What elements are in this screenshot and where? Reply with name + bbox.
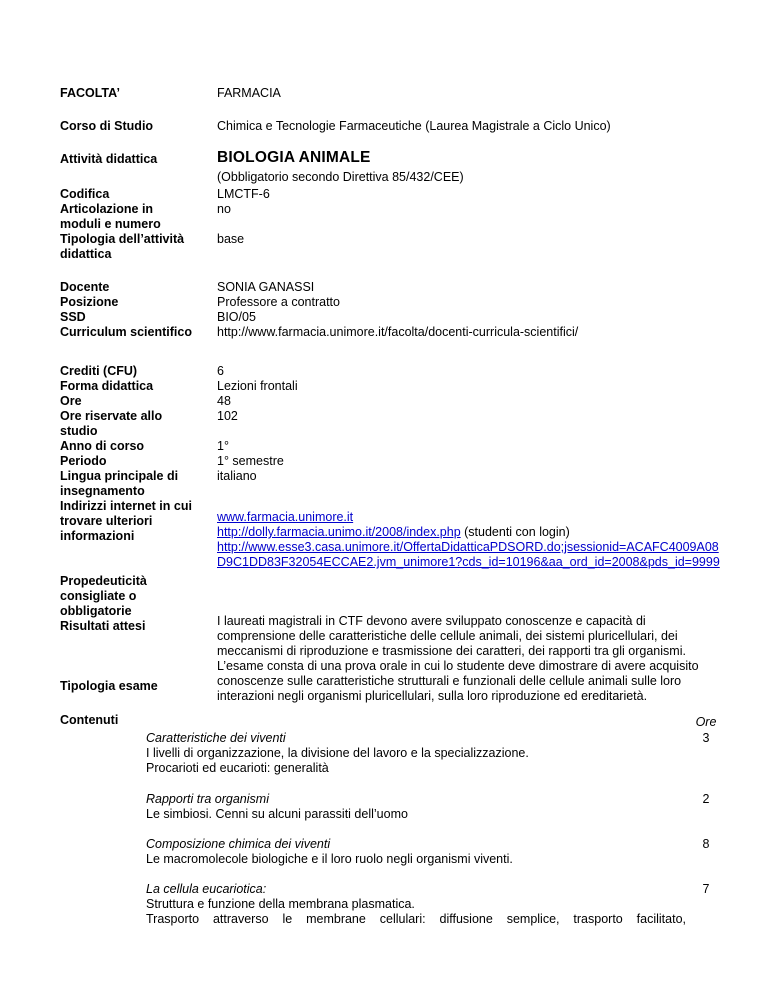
label-spacer-2 <box>60 559 210 574</box>
topic-hours: 8 <box>702 837 710 851</box>
block1-labels <box>60 187 184 262</box>
block2-labels <box>60 280 192 340</box>
topic-1 <box>146 731 686 776</box>
value-codifica: LMCTF-6 <box>217 187 270 201</box>
label-ore-riservate-1: Ore riservate allo <box>60 409 163 423</box>
block2-values <box>217 280 578 340</box>
topic-line: Procarioti ed eucarioti: generalità <box>146 761 329 775</box>
label-corso: Corso di Studio <box>60 119 154 133</box>
topic-line: I livelli di organizzazione, la divisione del lavoro e la specializzazione. <box>146 746 529 760</box>
label-lingua-2: insegnamento <box>60 484 145 498</box>
value-corso: Chimica e Tecnologie Farmaceutiche (Laurea Magistrale a Ciclo Unico) <box>217 119 611 133</box>
label-codifica: Codifica <box>60 187 110 201</box>
value-posizione: Professore a contratto <box>217 295 340 309</box>
topic-2 <box>146 792 686 822</box>
label-propedeuticita-1: Propedeuticità <box>60 574 147 588</box>
label-spacer-3 <box>60 634 210 649</box>
topic-line: Trasporto attraverso le membrane cellulari: diffusione semplice, trasporto facilitato, <box>146 912 686 926</box>
topic-line: Le simbiosi. Cenni su alcuni parassiti dell’uomo <box>146 807 408 821</box>
value-periodo: 1° semestre <box>217 454 284 468</box>
value-ore: 48 <box>217 394 231 408</box>
value-lingua: italiano <box>217 469 257 483</box>
value-ore-riservate: 102 <box>217 409 238 423</box>
label-articolazione-2: moduli e numero <box>60 217 161 231</box>
value-curriculum: http://www.farmacia.unimore.it/facolta/docenti-curricula-scientifici/ <box>217 325 579 339</box>
topic-title: Rapporti tra organismi <box>146 792 269 806</box>
label-indirizzi-2: trovare ulteriori <box>60 514 153 528</box>
risultati-paragraph: I laureati magistrali in CTF devono avere sviluppato conoscenze e capacità di comprensione delle caratteristiche delle cellule animali, dei sistemi pluricellulari, dei meccanismi di riproduzione e trasmissione dei caratteri, dei rapporti tra gli organismi. <box>217 614 686 658</box>
label-anno: Anno di corso <box>60 439 145 453</box>
label-spacer-1 <box>60 544 210 559</box>
value-anno: 1° <box>217 439 229 453</box>
value-crediti: 6 <box>217 364 224 378</box>
block1-values <box>217 187 270 247</box>
label-propedeuticita-2: consigliate o <box>60 589 137 603</box>
value-forma: Lezioni frontali <box>217 379 298 393</box>
label-indirizzi-3: informazioni <box>60 529 135 543</box>
topic-hours: 2 <box>702 792 710 806</box>
topic-line: Struttura e funzione della membrana plasmatica. <box>146 897 415 911</box>
label-spacer-5 <box>60 664 210 679</box>
label-periodo: Periodo <box>60 454 107 468</box>
label-tipologia-1: Tipologia dell’attività <box>60 232 185 246</box>
label-curriculum: Curriculum scientifico <box>60 325 192 339</box>
label-risultati: Risultati attesi <box>60 619 146 633</box>
value-spacer-b3 <box>217 424 298 439</box>
label-tipologia-2: didattica <box>60 247 112 261</box>
link-farmacia[interactable]: www.farmacia.unimore.it <box>217 510 354 524</box>
link-esse3-line1[interactable]: http://www.esse3.casa.unimore.it/OffertaDidatticaPDSORD.do;jsessionid=ACAFC4009A08 <box>217 540 719 554</box>
block3-labels <box>60 364 210 694</box>
label-forma: Forma didattica <box>60 379 154 393</box>
label-docente: Docente <box>60 280 110 294</box>
course-title: BIOLOGIA ANIMALE <box>217 149 371 166</box>
label-articolazione-1: Articolazione in <box>60 202 154 216</box>
links-block <box>217 510 720 570</box>
course-note: (Obbligatorio secondo Direttiva 85/432/CEE) <box>217 170 464 184</box>
topic-title: Caratteristiche dei viventi <box>146 731 286 745</box>
label-lingua-1: Lingua principale di <box>60 469 179 483</box>
label-ore-riservate-2: studio <box>60 424 98 438</box>
block3-values <box>217 364 298 484</box>
topic-title: La cellula eucariotica: <box>146 882 267 896</box>
label-spacer-4 <box>60 649 210 664</box>
value-docente: SONIA GANASSI <box>217 280 315 294</box>
label-attivita: Attività didattica <box>60 152 158 166</box>
link-dolly[interactable]: http://dolly.farmacia.unimo.it/2008/index.php <box>217 525 461 539</box>
esame-paragraph: L’esame consta di una prova orale in cui lo studente deve dimostrare di avere acquisito conoscenze sulle caratteristiche strutturali e funzionali delle cellule animali sulle loro interazioni negli organismi pluricellulari, sulla loro riproduzione ed ereditarietà. <box>217 659 699 703</box>
topic-4 <box>146 882 686 927</box>
link-dolly-note: (studenti con login) <box>460 525 570 539</box>
label-posizione: Posizione <box>60 295 119 309</box>
value-articolazione: no <box>217 202 231 216</box>
label-propedeuticita-3: obbligatorie <box>60 604 132 618</box>
topic-3 <box>146 837 686 867</box>
topic-line: Le macromolecole biologiche e il loro ruolo negli organismi viventi. <box>146 852 513 866</box>
topic-hours: 3 <box>702 731 710 745</box>
link-esse3-line2[interactable]: D9C1DD83F32054ECCAE2.jvm_unimore1?cds_id=10196&aa_ord_id=2008&pds_id=9999 <box>217 555 720 569</box>
value-tipologia: base <box>217 232 245 246</box>
ore-header: Ore <box>695 715 717 729</box>
topic-title: Composizione chimica dei viventi <box>146 837 331 851</box>
label-ssd: SSD <box>60 310 86 324</box>
label-contenuti: Contenuti <box>60 713 119 727</box>
topic-hours: 7 <box>702 882 710 896</box>
value-ssd: BIO/05 <box>217 310 256 324</box>
label-facolta: FACOLTA’ <box>60 86 120 100</box>
label-tipologia-esame: Tipologia esame <box>60 679 158 693</box>
label-indirizzi-1: Indirizzi internet in cui <box>60 499 192 513</box>
label-crediti: Crediti (CFU) <box>60 364 138 378</box>
value-facolta: FARMACIA <box>217 86 281 100</box>
label-ore: Ore <box>60 394 82 408</box>
value-spacer <box>217 217 270 232</box>
